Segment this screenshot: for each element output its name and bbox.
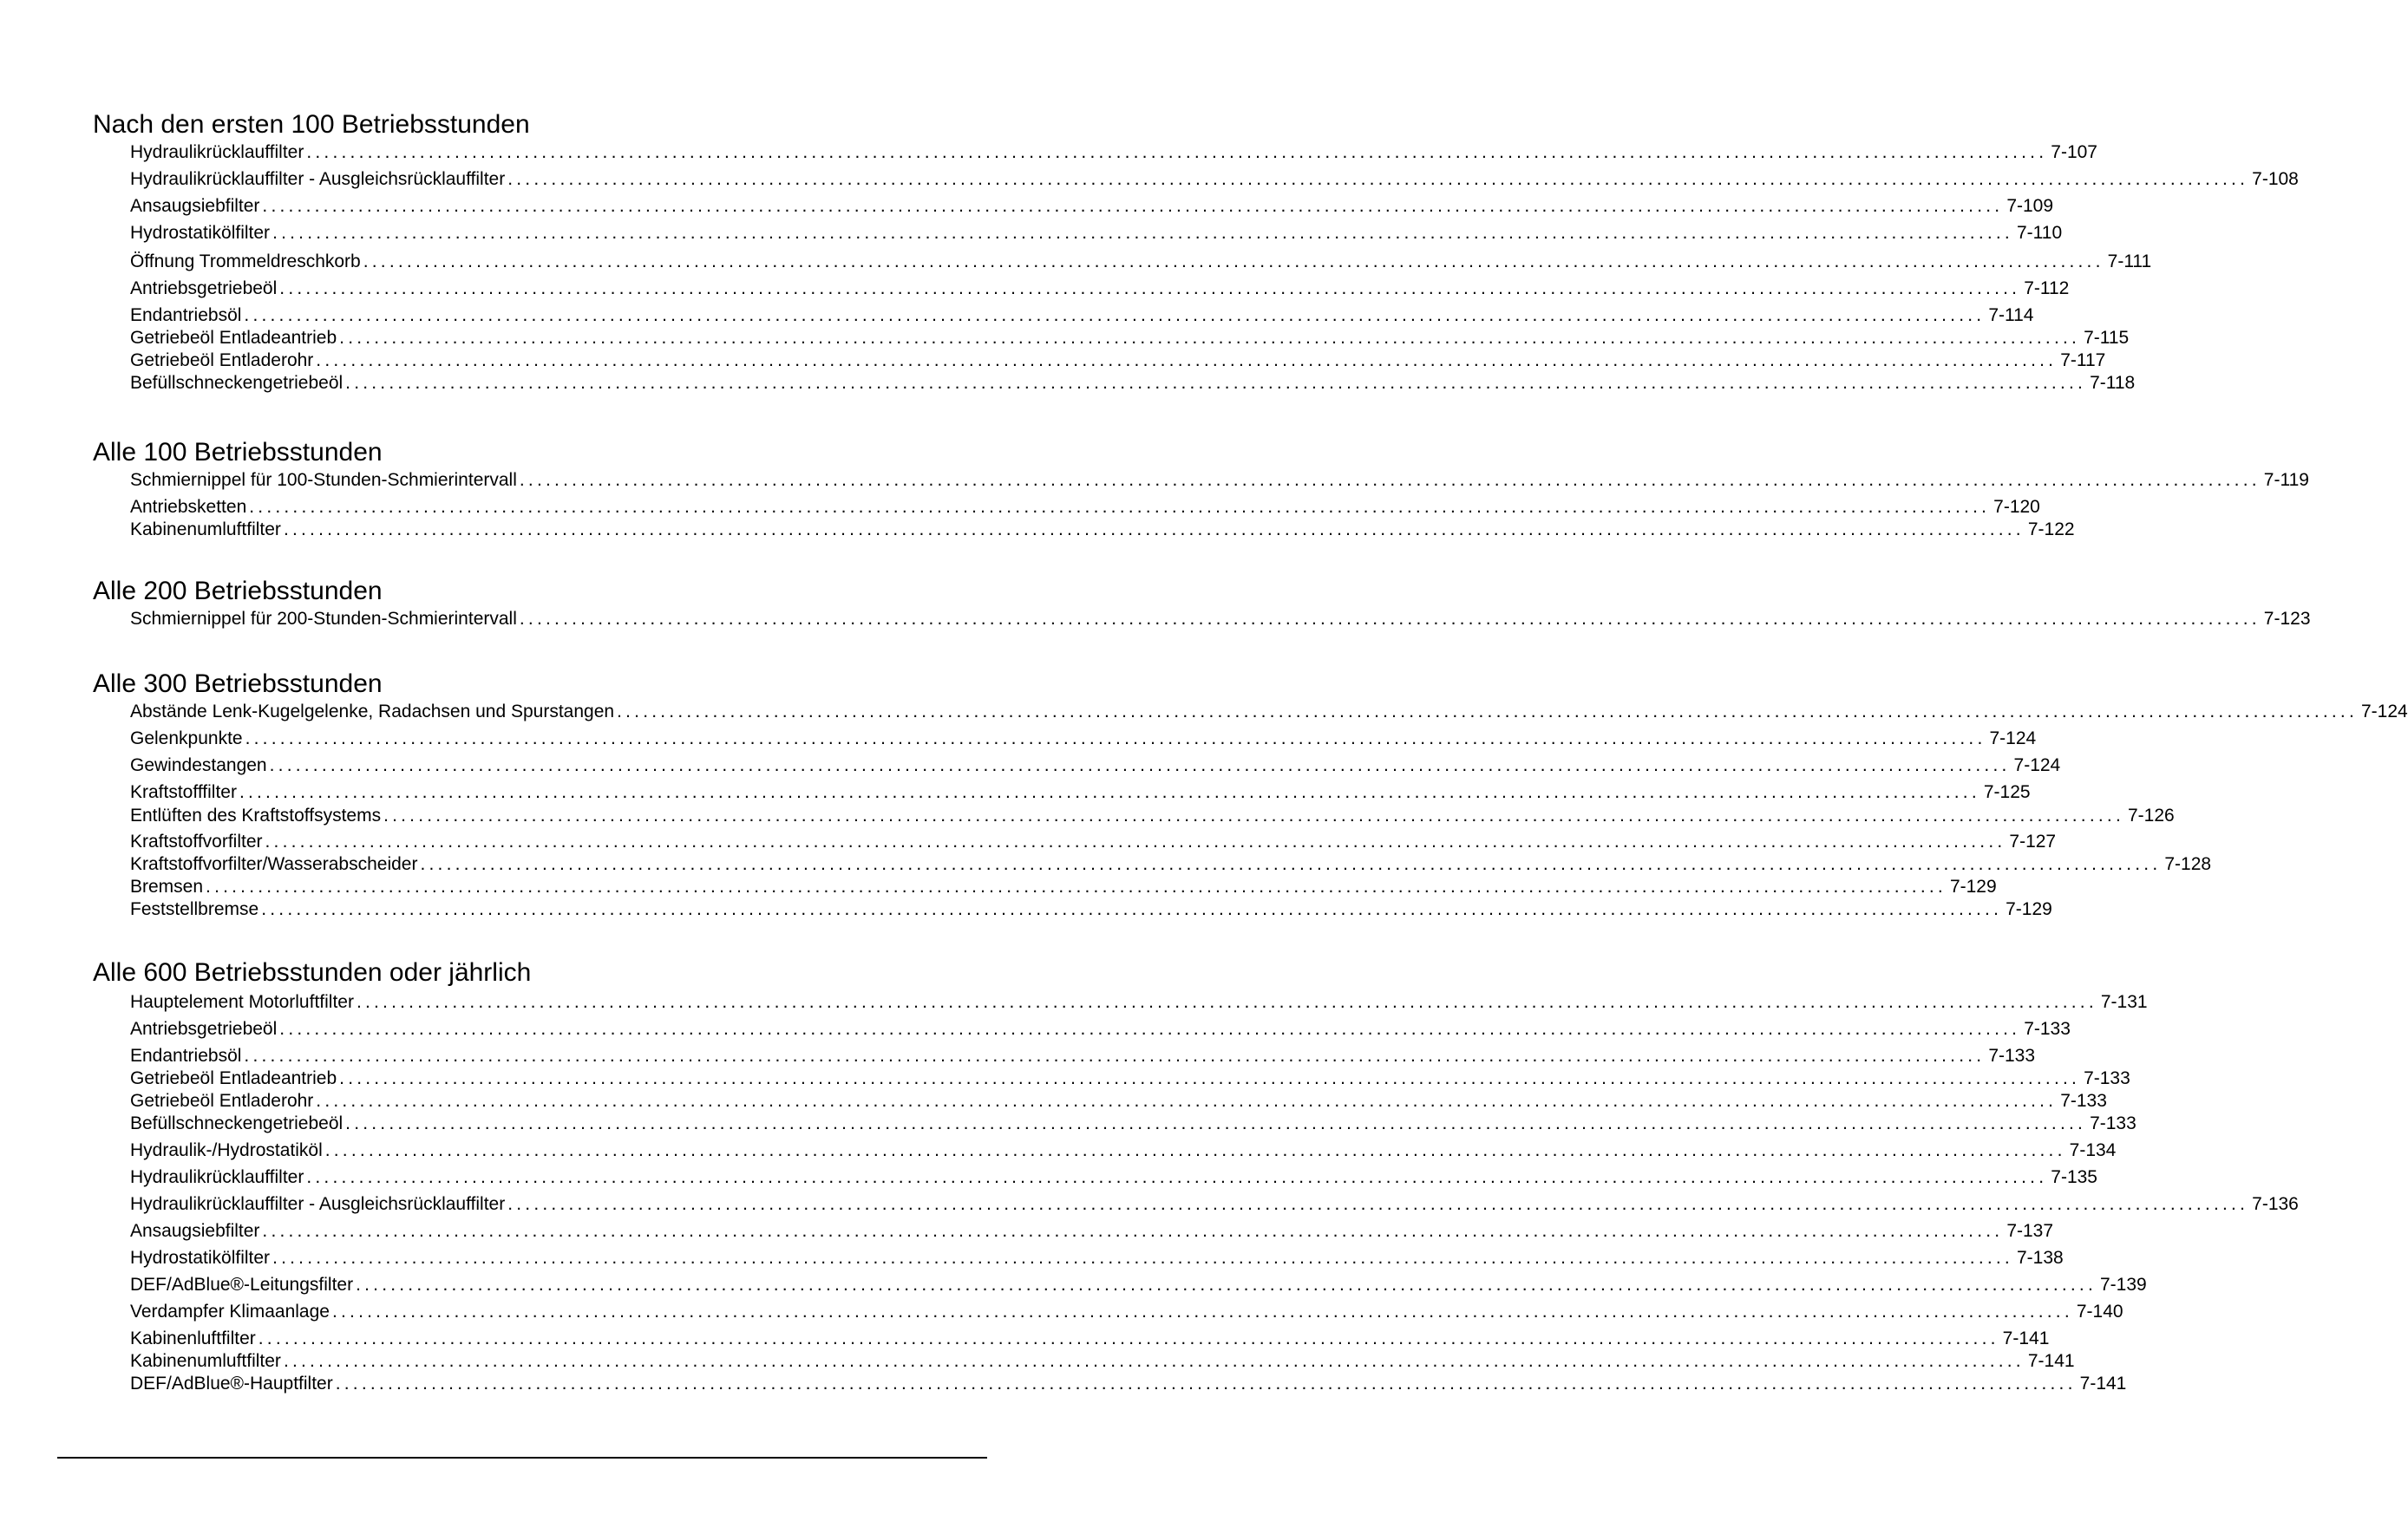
toc-entry[interactable] [130, 875, 1997, 898]
dot-leader: ........................................................................................................................................................................................................ [306, 142, 2048, 162]
dot-leader: ........................................................................................................................................................................................................ [339, 1068, 2081, 1088]
entry-page: 7-133 [2090, 1113, 2136, 1133]
entry-page: 7-133 [2060, 1091, 2107, 1111]
footer-rule [57, 1457, 987, 1459]
dot-leader: ........................................................................................................................................................................................................ [335, 1374, 2077, 1394]
entry-label: Kraftstoffvorfilter/Wasserabscheider [130, 854, 418, 874]
section-title: Nach den ersten 100 Betriebsstunden [93, 110, 530, 139]
dot-leader: ........................................................................................................................................................................................................ [331, 1302, 2073, 1322]
entry-label: Getriebeöl Entladeantrieb [130, 1068, 337, 1088]
entry-label: Entlüften des Kraftstoffsystems [130, 806, 382, 826]
entry-label: Schmiernippel für 200-Stunden-Schmierintervall [130, 609, 517, 629]
dot-leader: ........................................................................................................................................................................................................ [258, 1328, 1999, 1348]
entry-label: Abstände Lenk-Kugelgelenke, Radachsen und Spurstangen [130, 702, 615, 721]
dot-leader: ........................................................................................................................................................................................................ [206, 877, 1947, 897]
dot-leader: ........................................................................................................................................................................................................ [345, 1113, 2087, 1133]
entry-label: Endantriebsöl [130, 1046, 242, 1066]
entry-page: 7-128 [2164, 854, 2212, 874]
entry-label: Hydrostatikölfilter [130, 1248, 271, 1268]
entry-page: 7-129 [1949, 877, 1997, 897]
entry-label: Gelenkpunkte [130, 728, 243, 748]
section-title: Alle 300 Betriebsstunden [93, 669, 383, 698]
toc-entry[interactable] [130, 780, 2031, 804]
entry-label: DEF/AdBlue®-Leitungsfilter [130, 1275, 354, 1295]
dot-leader: ........................................................................................................................................................................................................ [383, 806, 2124, 826]
entry-label: Kraftstofffilter [130, 782, 237, 802]
toc-entry[interactable] [130, 349, 2106, 372]
toc-entry[interactable] [130, 1327, 2050, 1350]
entry-label: Getriebeöl Entladerohr [130, 350, 314, 370]
dot-leader: ........................................................................................................................................................................................................ [244, 1046, 1986, 1066]
entry-label: Kabinenumluftfilter [130, 1351, 281, 1371]
toc-entry[interactable] [130, 304, 2034, 327]
entry-label: Hydraulik-/Hydrostatiköl [130, 1140, 323, 1160]
entry-label: Antriebsgetriebeöl [130, 1019, 278, 1039]
toc-entry[interactable] [130, 194, 2054, 218]
dot-leader: ........................................................................................................................................................................................................ [249, 497, 1991, 517]
dot-leader: ........................................................................................................................................................................................................ [244, 305, 1986, 325]
dot-leader: ........................................................................................................................................................................................................ [283, 519, 2025, 539]
dot-leader: ........................................................................................................................................................................................................ [507, 169, 2249, 189]
section-title: Alle 200 Betriebsstunden [93, 577, 383, 605]
entry-label: Verdampfer Klimaanlage [130, 1302, 330, 1322]
entry-page: 7-124 [1989, 728, 2037, 748]
toc-entry[interactable] [130, 1112, 2136, 1135]
entry-page: 7-108 [2252, 169, 2299, 189]
entry-page: 7-118 [2090, 373, 2136, 393]
entry-label: Hydraulikrücklauffilter [130, 142, 304, 162]
entry-label: Befüllschneckengetriebeöl [130, 1113, 344, 1133]
entry-label: Befüllschneckengetriebeöl [130, 373, 344, 393]
entry-page: 7-114 [1988, 305, 2034, 325]
entry-label: Getriebeöl Entladeantrieb [130, 328, 337, 348]
dot-leader: ........................................................................................................................................................................................................ [306, 1167, 2048, 1187]
entry-label: Kabinenumluftfilter [130, 519, 281, 539]
toc-entry[interactable] [130, 852, 2212, 876]
entry-label: Hydraulikrücklauffilter - Ausgleichsrücklauffilter [130, 169, 506, 189]
dot-leader: ........................................................................................................................................................................................................ [272, 223, 2013, 243]
entry-label: Kabinenluftfilter [130, 1328, 256, 1348]
entry-label: Antriebsgetriebeöl [130, 278, 278, 298]
toc-entry[interactable] [130, 700, 2408, 723]
entry-label: Bremsen [130, 877, 204, 897]
toc-entry[interactable] [130, 1067, 2130, 1090]
toc-entry[interactable] [130, 468, 2309, 492]
toc-entry[interactable] [130, 495, 2040, 519]
dot-leader: ........................................................................................................................................................................................................ [262, 196, 2004, 216]
entry-page: 7-136 [2252, 1194, 2299, 1214]
dot-leader: ........................................................................................................................................................................................................ [265, 832, 2006, 852]
entry-page: 7-141 [2027, 1351, 2075, 1371]
dot-leader: ........................................................................................................................................................................................................ [239, 782, 1980, 802]
toc-entry[interactable] [130, 221, 2063, 245]
entry-page: 7-117 [2060, 350, 2106, 370]
entry-page: 7-137 [2006, 1221, 2054, 1241]
entry-label: Hydraulikrücklauffilter - Ausgleichsrücklauffilter [130, 1194, 506, 1214]
entry-page: 7-139 [2100, 1275, 2147, 1295]
entry-page: 7-141 [2079, 1374, 2127, 1394]
entry-page: 7-122 [2027, 519, 2075, 539]
dot-leader: ........................................................................................................................................................................................................ [316, 1091, 2058, 1111]
entry-page: 7-125 [1983, 782, 2031, 802]
dot-leader: ........................................................................................................................................................................................................ [269, 755, 2011, 775]
toc-entry[interactable] [130, 277, 2070, 300]
dot-leader: ........................................................................................................................................................................................................ [283, 1351, 2025, 1371]
entry-label: Hydraulikrücklauffilter [130, 1167, 304, 1187]
toc-entry[interactable] [130, 1192, 2299, 1216]
entry-label: DEF/AdBlue®-Hauptfilter [130, 1374, 333, 1394]
dot-leader: ........................................................................................................................................................................................................ [262, 1221, 2004, 1241]
entry-label: Endantriebsöl [130, 305, 242, 325]
entry-page: 7-133 [2024, 1019, 2071, 1039]
entry-page: 7-131 [2100, 992, 2148, 1012]
entry-label: Antriebsketten [130, 497, 247, 517]
toc-entry[interactable] [130, 1300, 2123, 1323]
dot-leader: ........................................................................................................................................................................................................ [507, 1194, 2249, 1214]
toc-entry[interactable] [130, 1089, 2107, 1113]
entry-page: 7-111 [2107, 251, 2152, 271]
dot-leader: ........................................................................................................................................................................................................ [345, 373, 2087, 393]
entry-label: Feststellbremse [130, 899, 259, 919]
toc-entry[interactable] [130, 518, 2075, 541]
toc-section [93, 109, 2299, 393]
entry-page: 7-133 [1988, 1046, 2036, 1066]
entry-page: 7-124 [2361, 702, 2408, 721]
toc-entry[interactable] [130, 140, 2097, 164]
entry-page: 7-126 [2127, 806, 2175, 826]
section-title: Alle 600 Betriebsstunden oder jährlich [93, 958, 532, 987]
toc-entry[interactable] [130, 754, 2061, 777]
entry-label: Öffnung Trommeldreschkorb [130, 251, 361, 271]
dot-leader: ........................................................................................................................................................................................................ [316, 350, 2058, 370]
entry-page: 7-124 [2013, 755, 2061, 775]
toc-entry[interactable] [130, 1246, 2064, 1270]
entry-label: Hauptelement Motorluftfilter [130, 992, 354, 1012]
dot-leader: ........................................................................................................................................................................................................ [279, 1019, 2021, 1039]
entry-page: 7-129 [2006, 899, 2052, 919]
dot-leader: ........................................................................................................................................................................................................ [420, 854, 2162, 874]
entry-page: 7-138 [2016, 1248, 2064, 1268]
toc-entry[interactable] [130, 167, 2299, 191]
entry-page: 7-123 [2263, 609, 2311, 629]
toc-entry[interactable] [130, 371, 2136, 395]
entry-label: Gewindestangen [130, 755, 267, 775]
entry-label: Hydrostatikölfilter [130, 223, 271, 243]
section-title: Alle 100 Betriebsstunden [93, 438, 383, 467]
entry-page: 7-127 [2009, 832, 2057, 852]
entry-page: 7-135 [2051, 1167, 2097, 1187]
toc-entry[interactable] [130, 1372, 2127, 1395]
entry-page: 7-115 [2084, 328, 2130, 348]
toc-entry[interactable] [130, 727, 2037, 750]
toc-section [93, 669, 2408, 919]
toc-entry[interactable] [130, 1165, 2097, 1189]
entry-page: 7-133 [2084, 1068, 2130, 1088]
dot-leader: ........................................................................................................................................................................................................ [324, 1140, 2066, 1160]
toc-entry[interactable] [130, 250, 2152, 273]
dot-leader: ........................................................................................................................................................................................................ [356, 992, 2097, 1012]
dot-leader: ........................................................................................................................................................................................................ [279, 278, 2021, 298]
entry-page: 7-109 [2006, 196, 2054, 216]
dot-leader: ........................................................................................................................................................................................................ [356, 1275, 2097, 1295]
dot-leader: ........................................................................................................................................................................................................ [245, 728, 1986, 748]
toc-entry[interactable] [130, 898, 2052, 921]
entry-page: 7-140 [2076, 1302, 2123, 1322]
entry-page: 7-119 [2263, 470, 2309, 490]
dot-leader: ........................................................................................................................................................................................................ [519, 470, 2261, 490]
toc-entry[interactable] [130, 1044, 2036, 1067]
entry-label: Ansaugsiebfilter [130, 196, 260, 216]
toc-section [93, 437, 2309, 539]
toc-entry[interactable] [130, 830, 2057, 853]
dot-leader: ........................................................................................................................................................................................................ [339, 328, 2081, 348]
entry-page: 7-112 [2024, 278, 2070, 298]
toc-entry[interactable] [130, 990, 2148, 1014]
entry-label: Getriebeöl Entladerohr [130, 1091, 314, 1111]
toc-entry[interactable] [130, 1273, 2147, 1296]
dot-leader: ........................................................................................................................................................................................................ [272, 1248, 2013, 1268]
toc-entry[interactable] [130, 1139, 2117, 1162]
entry-label: Ansaugsiebfilter [130, 1221, 260, 1241]
toc-section [93, 957, 2299, 1394]
entry-page: 7-120 [1993, 497, 2040, 517]
toc-entry[interactable] [130, 1349, 2075, 1373]
dot-leader: ........................................................................................................................................................................................................ [519, 609, 2261, 629]
entry-page: 7-110 [2016, 223, 2063, 243]
dot-leader: ........................................................................................................................................................................................................ [261, 899, 2003, 919]
entry-page: 7-107 [2051, 142, 2097, 162]
entry-label: Kraftstoffvorfilter [130, 832, 263, 852]
toc-entry[interactable] [130, 326, 2130, 349]
toc-entry[interactable] [130, 1017, 2071, 1041]
toc-entry[interactable] [130, 607, 2311, 630]
toc-section [93, 576, 2311, 629]
dot-leader: ........................................................................................................................................................................................................ [617, 702, 2358, 721]
entry-label: Schmiernippel für 100-Stunden-Schmierintervall [130, 470, 517, 490]
dot-leader: ........................................................................................................................................................................................................ [363, 251, 2104, 271]
entry-page: 7-134 [2069, 1140, 2117, 1160]
toc-entry[interactable] [130, 804, 2175, 827]
entry-page: 7-141 [2002, 1328, 2050, 1348]
toc-entry[interactable] [130, 1219, 2054, 1243]
